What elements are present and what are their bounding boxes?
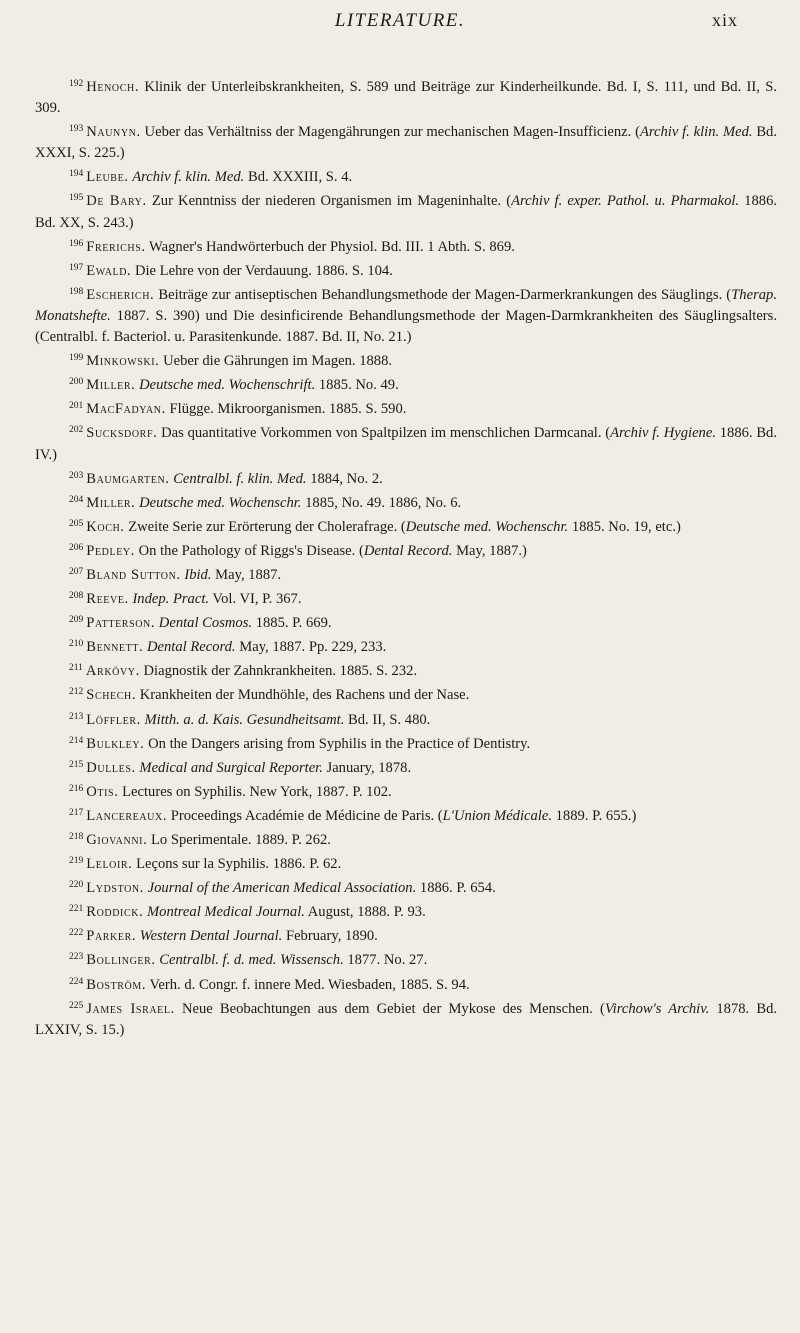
reference-title: Ueber das Verhältniss der Magengährungen zur mechanischen Magen-Insufficienz. ( (144, 124, 640, 141)
reference-number: 209 (69, 615, 84, 626)
reference-entry (35, 682, 777, 706)
reference-title: Neue Beobachtungen aus dem Gebiet der Mykose des Menschen. ( (181, 1000, 605, 1017)
reference-entry (35, 420, 777, 465)
reference-title: Ueber die Gährungen im Magen. 1888. (163, 353, 393, 370)
reference-title: Leçons sur la Syphilis. 1886. P. 62. (136, 856, 342, 873)
page-number: xix (711, 10, 738, 30)
reference-author: Ewald. (86, 262, 132, 279)
reference-journal: Montreal Medical Journal. (146, 904, 305, 921)
reference-details: Bd. II, S. 480. (344, 711, 431, 728)
reference-author: Reeve. (86, 591, 129, 608)
reference-journal: Centralbl. f. d. med. Wissensch. (159, 952, 344, 969)
reference-entry (35, 396, 777, 420)
reference-title: Diagnostik der Zahnkrankheiten. 1885. S. 232. (143, 663, 418, 680)
reference-journal: Dental Cosmos. (158, 615, 253, 632)
reference-author: Dulles. (86, 759, 136, 776)
reference-details: January, 1878. (322, 759, 412, 776)
reference-title: Zur Kenntniss der niederen Organismen im Mageninhalte. ( (151, 193, 512, 210)
reference-entry (35, 586, 777, 610)
reference-number: 203 (69, 470, 84, 481)
reference-details: 1885. No. 49. (315, 377, 399, 394)
reference-author: Leube. (86, 169, 129, 186)
reference-title: Wagner's Handwörterbuch der Physiol. Bd. III. 1 Abth. S. 869. (149, 238, 515, 255)
reference-number: 210 (69, 639, 84, 650)
reference-entry (35, 514, 777, 538)
reference-journal: Dental Record. (363, 542, 453, 559)
reference-author: Roddick. (86, 904, 144, 921)
reference-number: 224 (69, 976, 84, 987)
reference-entry (35, 282, 777, 348)
reference-title: Klinik der Unterleibskrankheiten, S. 589 und Beiträge zur Kinderheilkunde. Bd. I, S. 111, und Bd. II, S. 309. (35, 79, 777, 117)
reference-author: Minkowski. (86, 353, 160, 370)
reference-journal: Medical and Surgical Reporter. (139, 759, 323, 776)
running-title: LITERATURE. (334, 10, 466, 31)
reference-number: 195 (69, 193, 84, 204)
reference-number: 201 (69, 401, 84, 412)
reference-details: Vol. VI, P. 367. (209, 591, 302, 608)
reference-details: 1887. S. 390) und Die desinficirende Behandlungsmethode der Magen-Darmkrankheiten des Säuglingsalters. (Centralbl. f. Bacteriol. u. Parasitenkunde. 1887. Bd. II, No. 21.) (35, 307, 777, 346)
reference-number: 205 (69, 518, 84, 529)
reference-journal: Virchow's Archiv. (604, 1000, 710, 1017)
reference-entry (35, 875, 777, 899)
reference-number: 212 (69, 687, 84, 698)
reference-entry (35, 372, 777, 396)
reference-title: Flügge. Mikroorganismen. 1885. S. 590. (169, 401, 407, 418)
reference-author: Lydston. (86, 880, 144, 897)
reference-number: 200 (69, 377, 84, 388)
reference-details: May, 1887. (211, 566, 282, 583)
reference-title: Beiträge zur antiseptischen Behandlungsmethode der Magen-Darmerkrankungen des Säuglings. ( (158, 286, 732, 303)
reference-number: 225 (69, 1000, 84, 1011)
reference-author: Naunyn. (86, 124, 141, 141)
reference-details: May, 1887.) (452, 542, 527, 559)
reference-author: Escherich. (86, 286, 155, 303)
reference-number: 217 (69, 807, 84, 818)
reference-journal: Archiv f. exper. Pathol. u. Pharmakol. (511, 193, 740, 210)
reference-number: 221 (69, 904, 84, 915)
reference-number: 211 (69, 663, 83, 674)
reference-author: Parker. (86, 928, 137, 945)
reference-journal: Western Dental Journal. (139, 928, 283, 945)
reference-title: Lectures on Syphilis. New York, 1887. P. 102. (122, 783, 392, 800)
reference-author: Bollinger. (86, 952, 156, 969)
reference-entry (35, 947, 777, 971)
reference-author: Patterson. (86, 615, 156, 632)
reference-author: Henoch. (86, 79, 140, 95)
reference-entry (35, 707, 777, 731)
reference-entry (35, 779, 777, 803)
reference-entry (35, 188, 777, 233)
reference-author: Leloir. (86, 856, 133, 873)
reference-author: Frerichs. (86, 238, 146, 255)
reference-entry (35, 923, 777, 947)
reference-journal: Journal of the American Medical Association. (147, 880, 417, 897)
reference-author: MacFadyan. (86, 401, 166, 418)
reference-entry (35, 348, 777, 372)
reference-author: Giovanni. (86, 832, 148, 848)
reference-author: Bland Sutton. (86, 566, 181, 583)
reference-journal: Centralbl. f. klin. Med. (173, 470, 307, 487)
reference-details: 1886. Bd. XX, S. 243.) (35, 193, 778, 231)
reference-details: 1889. P. 655.) (551, 807, 637, 824)
reference-entry (35, 899, 777, 923)
reference-details: Bd. XXXIII, S. 4. (244, 169, 353, 186)
reference-journal: Deutsche med. Wochenschr. (405, 518, 569, 535)
reference-author: Löffler. (86, 711, 141, 728)
reference-number: 219 (69, 856, 84, 867)
reference-number: 215 (69, 759, 84, 770)
reference-journal: Deutsche med. Wochenschrift. (139, 377, 316, 394)
reference-details: February, 1890. (282, 928, 378, 945)
reference-author: Arkövy. (85, 663, 140, 680)
reference-journal: Ibid. (184, 566, 212, 583)
reference-details: 1884, No. 2. (306, 470, 383, 487)
reference-entry (35, 490, 777, 514)
reference-number: 222 (69, 928, 84, 939)
reference-entry (35, 851, 777, 875)
reference-author: De Bary. (86, 193, 147, 210)
reference-author: Bennett. (86, 639, 144, 656)
reference-journal: Therap. Monatshefte. (35, 286, 777, 324)
reference-journal: Indep. Pract. (132, 591, 210, 608)
reference-author: Miller. (86, 494, 136, 511)
reference-entry (35, 610, 777, 634)
reference-number: 196 (69, 238, 84, 249)
reference-author: Bulkley. (86, 735, 145, 752)
reference-journal: L'Union Médicale. (442, 807, 552, 824)
reference-entry (35, 972, 777, 996)
reference-details: 1886. Bd. IV.) (35, 425, 777, 463)
reference-author: Koch. (86, 518, 125, 535)
bibliography-list (35, 74, 777, 1041)
reference-entry (35, 658, 777, 682)
reference-journal: Dental Record. (146, 639, 236, 656)
reference-details: May, 1887. Pp. 229, 233. (235, 639, 387, 656)
reference-journal: Deutsche med. Wochenschr. (139, 494, 302, 511)
reference-number: 206 (69, 542, 84, 553)
reference-title: Verh. d. Congr. f. innere Med. Wiesbaden, 1885. S. 94. (149, 976, 470, 993)
reference-title: On the Dangers arising from Syphilis in the Practice of Dentistry. (148, 735, 531, 752)
reference-entry (35, 562, 777, 586)
reference-number: 214 (69, 735, 84, 746)
reference-number: 213 (69, 711, 84, 722)
reference-entry (35, 538, 777, 562)
reference-author: Otis. (86, 783, 119, 800)
reference-number: 207 (69, 566, 84, 577)
reference-number: 198 (69, 286, 84, 297)
reference-number: 216 (69, 783, 84, 794)
reference-details: 1885. No. 19, etc.) (568, 518, 681, 535)
reference-title: Krankheiten der Mundhöhle, des Rachens und der Nase. (139, 687, 470, 704)
reference-entry (35, 755, 777, 779)
reference-entry (35, 634, 777, 658)
reference-details: Bd. XXXI, S. 225.) (35, 124, 778, 162)
reference-entry (35, 119, 777, 164)
reference-author: James Israel. (86, 1000, 175, 1017)
reference-entry (35, 731, 777, 755)
reference-number: 204 (69, 494, 84, 505)
reference-number: 208 (69, 591, 84, 602)
reference-details: 1886. P. 654. (416, 880, 496, 897)
reference-entry (35, 234, 777, 258)
reference-author: Boström. (86, 976, 147, 993)
reference-number: 223 (69, 952, 84, 963)
reference-journal: Mitth. a. d. Kais. Gesundheitsamt. (144, 711, 345, 728)
reference-number: 202 (69, 425, 84, 436)
reference-number: 218 (69, 832, 84, 842)
reference-number: 199 (69, 353, 84, 364)
reference-title: Das quantitative Vorkommen von Spaltpilzen im menschlichen Darmcanal. ( (161, 425, 611, 442)
reference-number: 197 (69, 262, 84, 273)
reference-title: Die Lehre von der Verdauung. 1886. S. 104. (134, 262, 393, 279)
reference-title: Proceedings Académie de Médicine de Paris. ( (170, 807, 443, 824)
reference-author: Pedley. (86, 542, 135, 559)
reference-entry (35, 803, 777, 827)
reference-entry (35, 74, 777, 119)
reference-number: 192 (69, 79, 84, 89)
reference-title: Zweite Serie zur Erörterung der Cholerafrage. ( (128, 518, 406, 535)
running-head (0, 10, 800, 40)
reference-journal: Archiv f. klin. Med. (132, 169, 245, 186)
reference-details: 1885, No. 49. 1886, No. 6. (301, 494, 462, 511)
reference-journal: Archiv f. klin. Med. (639, 124, 753, 141)
reference-details: 1877. No. 27. (343, 952, 428, 969)
reference-author: Schech. (86, 687, 137, 704)
reference-entry (35, 258, 777, 282)
reference-entry (35, 466, 777, 490)
reference-author: Lancereaux. (86, 807, 168, 824)
reference-author: Sucksdorf. (86, 425, 158, 442)
reference-title: On the Pathology of Riggs's Disease. ( (138, 542, 364, 559)
reference-details: 1885. P. 669. (252, 615, 332, 632)
reference-journal: Archiv f. Hygiene. (610, 425, 716, 442)
reference-entry (35, 827, 777, 851)
reference-details: 1878. Bd. LXXIV, S. 15.) (35, 1000, 778, 1038)
reference-number: 220 (69, 880, 84, 891)
reference-author: Baumgarten. (86, 470, 170, 487)
reference-number: 193 (69, 124, 84, 135)
reference-entry (35, 164, 777, 188)
reference-number: 194 (69, 169, 84, 180)
reference-author: Miller. (86, 377, 136, 394)
reference-entry (35, 996, 777, 1041)
reference-title: Lo Sperimentale. 1889. P. 262. (150, 832, 331, 848)
reference-details: August, 1888. P. 93. (304, 904, 426, 921)
